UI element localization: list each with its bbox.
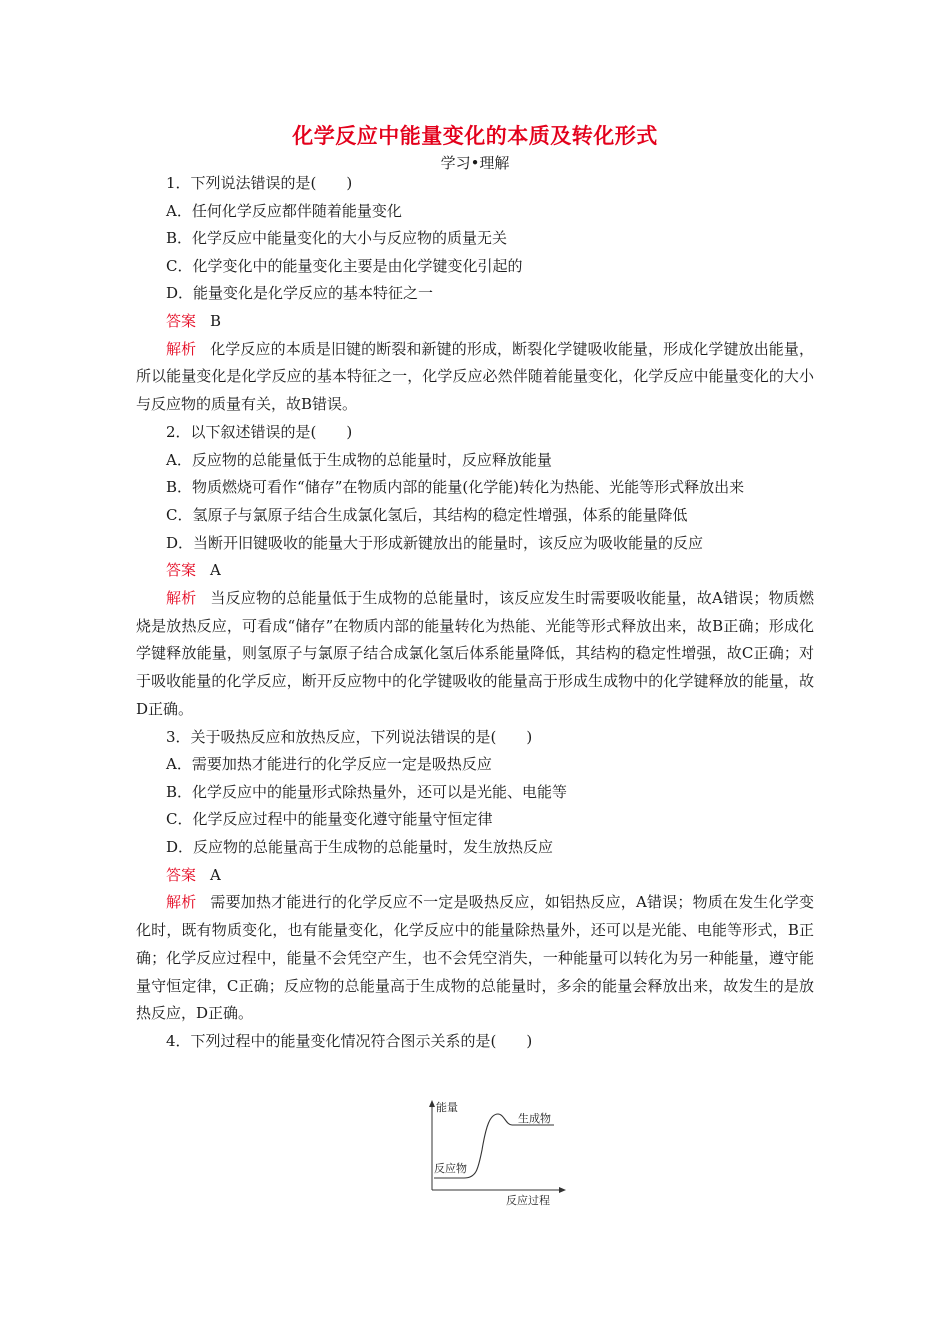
option-a: A．反应物的总能量低于生成物的总能量时，反应释放能量 [166, 450, 552, 469]
answer-line [136, 557, 814, 585]
question-stem: 2．以下叙述错误的是( ) [166, 422, 353, 441]
analysis [136, 585, 814, 724]
section-subtitle: 学习•理解 [440, 154, 510, 172]
y-axis-label: 能量 [436, 1101, 458, 1114]
answer-label: 答案 [166, 311, 197, 330]
question-stem: 4．下列过程中的能量变化情况符合图示关系的是( ) [166, 1032, 533, 1051]
option-c: C．化学变化中的能量变化主要是由化学键变化引起的 [166, 256, 523, 275]
question-4 [136, 1028, 814, 1056]
answer-label: 答案 [166, 561, 197, 580]
analysis-text: 化学反应的本质是旧键的断裂和新键的形成，断裂化学键吸收能量，形成化学键放出能量，所以能量变化是化学反应的基本特征之一，化学反应必然伴随着能量变化，化学反应中能量变化的大小与反应物的质量有关，故B错误。 [136, 339, 814, 414]
question-1 [136, 170, 814, 419]
option-a: A．需要加热才能进行的化学反应一定是吸热反应 [166, 755, 492, 774]
option-d: D．反应物的总能量高于生成物的总能量时，发生放热反应 [166, 838, 554, 857]
analysis-label: 解析 [166, 339, 197, 358]
answer-line [136, 862, 814, 890]
x-axis-label: 反应过程 [506, 1194, 550, 1207]
answer-value: B [210, 311, 222, 330]
page-title: 化学反应中能量变化的本质及转化形式 [292, 124, 658, 148]
option-c: C．氢原子与氯原子结合生成氯化氢后，其结构的稳定性增强，体系的能量降低 [166, 505, 688, 524]
analysis-label: 解析 [166, 893, 197, 912]
option-b: B．化学反应中的能量形式除热量外，还可以是光能、电能等 [166, 782, 568, 801]
option-b: B．化学反应中能量变化的大小与反应物的质量无关 [166, 229, 508, 248]
answer-value: A [210, 865, 221, 884]
option-d: D．当断开旧键吸收的能量大于形成新键放出的能量时，该反应为吸收能量的反应 [166, 533, 704, 552]
answer-value: A [210, 561, 221, 580]
option-d: D．能量变化是化学反应的基本特征之一 [166, 284, 434, 303]
question-list [136, 170, 814, 1056]
y-axis-arrow-icon [429, 1100, 435, 1107]
answer-line [136, 308, 814, 336]
energy-diagram [418, 1098, 570, 1208]
analysis-text: 需要加热才能进行的化学反应不一定是吸热反应，如铝热反应，A错误；物质在发生化学变化时，既有物质变化，也有能量变化，化学反应中的能量除热量外，还可以是光能、电能等形式，B正确；化学反应过程中，能量不会凭空产生，也不会凭空消失，一种能量可以转化为另一种能量，遵守能量守恒定律，C正确；反应物的总能量高于生成物的总能量时，多余的能量会释放出来，故发生的是放热反应，D正确。 [136, 893, 814, 1023]
product-label: 生成物 [518, 1112, 551, 1125]
x-axis-arrow-icon [559, 1187, 566, 1193]
option-c: C．化学反应过程中的能量变化遵守能量守恒定律 [166, 810, 493, 829]
analysis [136, 336, 814, 419]
analysis [136, 889, 814, 1028]
analysis-text: 当反应物的总能量低于生成物的总能量时，该反应发生时需要吸收能量，故A错误；物质燃烧是放热反应，可看成“储存”在物质内部的能量转化为热能、光能等形式释放出来，故B正确；形成化学键释放能量，则氢原子与氯原子结合成氯化氢后体系能量降低，其结构的稳定性增强，故C正确；对于吸收能量的化学反应，断开反应物中的化学键吸收的能量高于形成生成物中的化学键释放的能量，故D正确。 [136, 588, 814, 718]
reactant-label: 反应物 [434, 1162, 467, 1175]
question-2 [136, 419, 814, 724]
analysis-label: 解析 [166, 588, 197, 607]
answer-label: 答案 [166, 865, 197, 884]
question-3 [136, 724, 814, 1029]
option-a: A．任何化学反应都伴随着能量变化 [166, 201, 402, 220]
question-stem: 1．下列说法错误的是( ) [166, 174, 353, 192]
energy-diagram-svg [418, 1098, 570, 1208]
option-b: B．物质燃烧可看作“储存”在物质内部的能量(化学能)转化为热能、光能等形式释放出来 [166, 478, 745, 497]
question-stem: 3．关于吸热反应和放热反应，下列说法错误的是( ) [166, 727, 533, 746]
